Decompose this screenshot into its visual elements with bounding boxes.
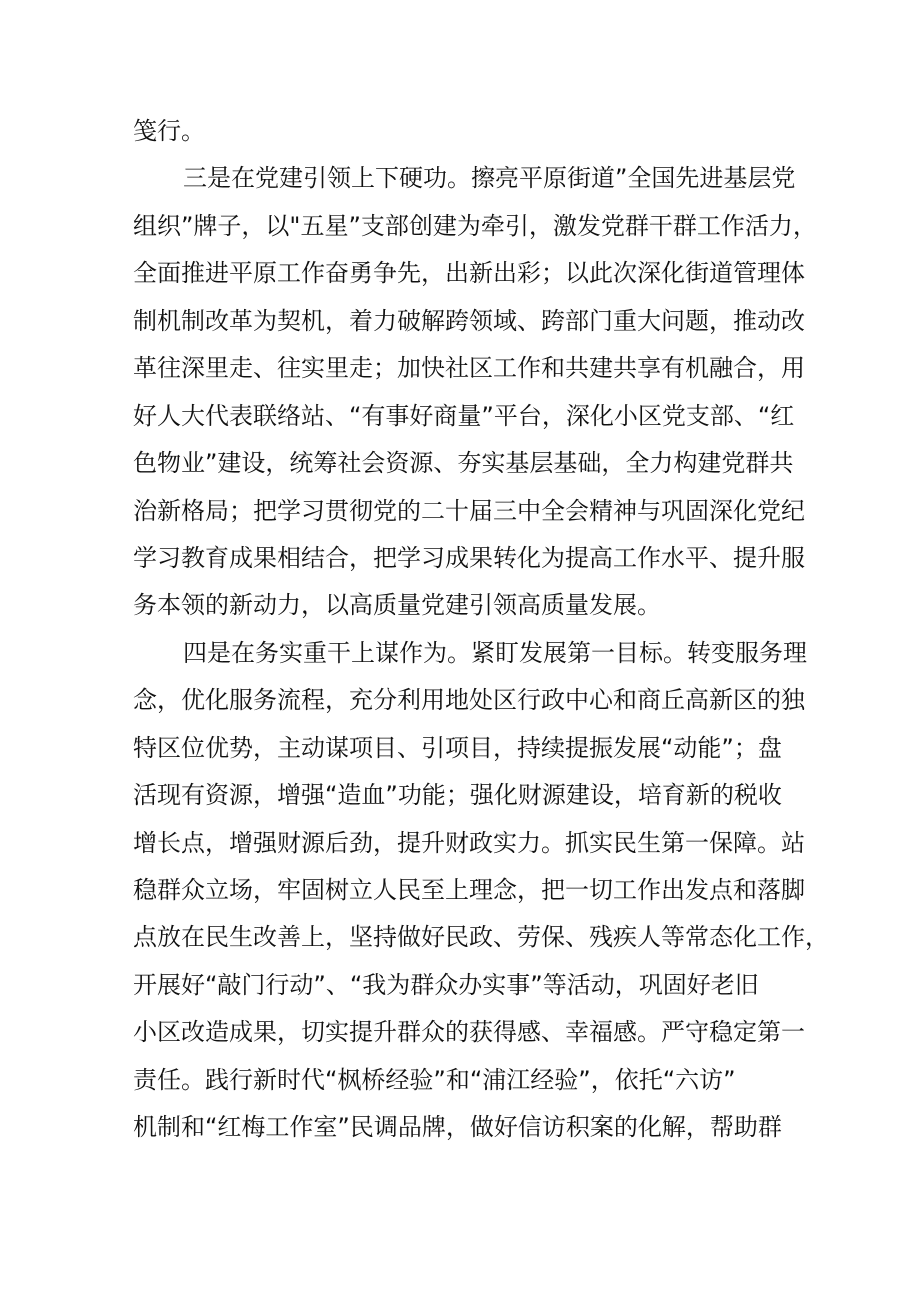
text-line: 全面推进平原工作奋勇争先，出新出彩；以此次深化街道管理体 bbox=[133, 259, 805, 288]
text-line: 好人大代表联络站、“有事好商量”平台，深化小区党支部、“红 bbox=[133, 401, 795, 430]
text-line: 制机制改革为契机，着力破解跨领域、跨部门重大问题，推动改 bbox=[133, 306, 805, 335]
text-line: 四是在务实重干上谋作为。紧盯发展第一目标。转变服务理 bbox=[183, 638, 807, 667]
text-line: 色物业”建设，统筹社会资源、夯实基层基础，全力构建党群共 bbox=[133, 449, 794, 478]
text-line: 小区改造成果，切实提升群众的获得感、幸福感。严守稳定第一 bbox=[133, 1018, 805, 1047]
text-line: 念，优化服务流程，充分利用地处区行政中心和商丘高新区的独 bbox=[133, 686, 805, 715]
text-line: 治新格局；把学习贯彻党的二十届三中全会精神与巩固深化党纪 bbox=[133, 496, 805, 525]
text-line: 点放在民生改善上，坚持做好民政、劳保、残疾人等常态化工作， bbox=[133, 923, 829, 952]
text-line: 特区位优势，主动谋项目、引项目，持续提振发展“动能”；盘 bbox=[133, 733, 782, 762]
text-line: 机制和“红梅工作室”民调品牌，做好信访积案的化解，帮助群 bbox=[133, 1113, 782, 1142]
text-line: 稳群众立场，牢固树立人民至上理念，把一切工作出发点和落脚 bbox=[133, 876, 805, 904]
text-line: 增长点，增强财源后劲，提升财政实力。抓实民生第一保障。站 bbox=[133, 828, 805, 857]
text-line: 学习教育成果相结合，把学习成果转化为提高工作水平、提升服 bbox=[133, 543, 805, 572]
text-line: 责任。践行新时代“枫桥经验”和“浦江经验”，依托“六访” bbox=[133, 1065, 736, 1094]
document-body bbox=[133, 108, 829, 1152]
text-line: 开展好“敲门行动”、“我为群众办实事”等活动，巩固好老旧 bbox=[133, 970, 759, 999]
text-line: 革往深里走、往实里走；加快社区工作和共建共享有机融合，用 bbox=[133, 354, 805, 383]
text-line: 活现有资源，增强“造血”功能；强化财源建设，培育新的税收 bbox=[133, 781, 782, 810]
text-line: 笺行。 bbox=[133, 117, 205, 145]
text-line: 三是在党建引领上下硬功。擦亮平原街道”全国先进基层党 bbox=[183, 164, 796, 193]
text-line: 务本领的新动力，以高质量党建引领高质量发展。 bbox=[133, 591, 661, 620]
text-line: 组织”牌子，以"五星”支部创建为牵引，激发党群干群工作活力， bbox=[133, 211, 817, 240]
